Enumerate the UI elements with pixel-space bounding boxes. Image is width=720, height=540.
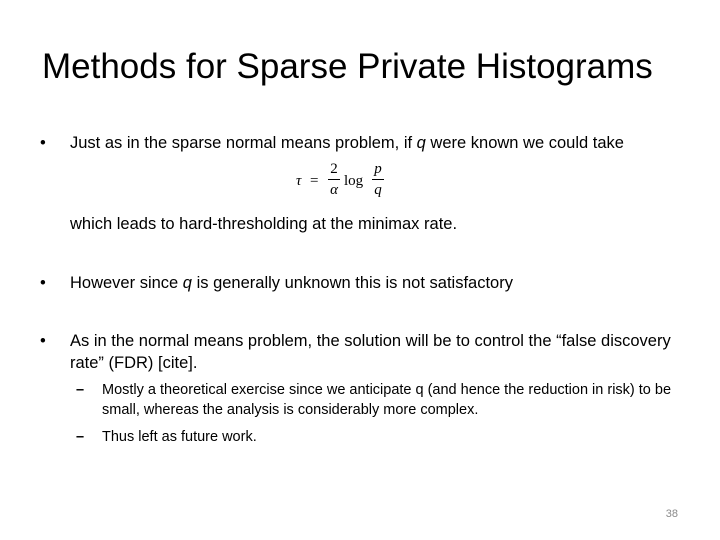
bullet-item [40,330,680,374]
formula-equals: = [310,173,319,189]
sub-bullet-item [76,427,686,447]
sub-bullet-dash: – [76,429,85,445]
page-number: 38 [665,508,678,520]
sub-bullet-item [76,380,686,420]
formula-fraction-2-alpha: 2 α [328,160,340,199]
bullet-text: Just as in the sparse normal means problem, if q were known we could take [70,134,624,152]
bullet-dot: • [40,274,46,292]
sub-bullet-dash: – [76,382,85,398]
bullet-dot: • [40,134,46,152]
formula-fraction-p-q: p q [372,160,384,199]
sub-bullet-text: Thus left as future work. [102,429,257,445]
bullet-item [40,272,680,294]
slide-title: Methods for Sparse Private Histograms [42,47,653,86]
bullet-continuation: which leads to hard-thresholding at the minimax rate. [70,215,458,233]
bullet-dot: • [40,332,46,350]
bullet-item [40,132,680,154]
formula-tau: τ [296,173,302,189]
threshold-formula [296,160,396,204]
formula-log: log [344,173,364,189]
sub-bullet-text: Mostly a theoretical exercise since we anticipate q (and hence the reduction in risk) to be small, whereas the analysis is considerably more complex. [102,382,672,418]
bullet-text: However since q is generally unknown this is not satisfactory [70,274,513,292]
bullet-text: As in the normal means problem, the solution will be to control the “false discovery rate” (FDR) [cite]. [70,332,671,372]
